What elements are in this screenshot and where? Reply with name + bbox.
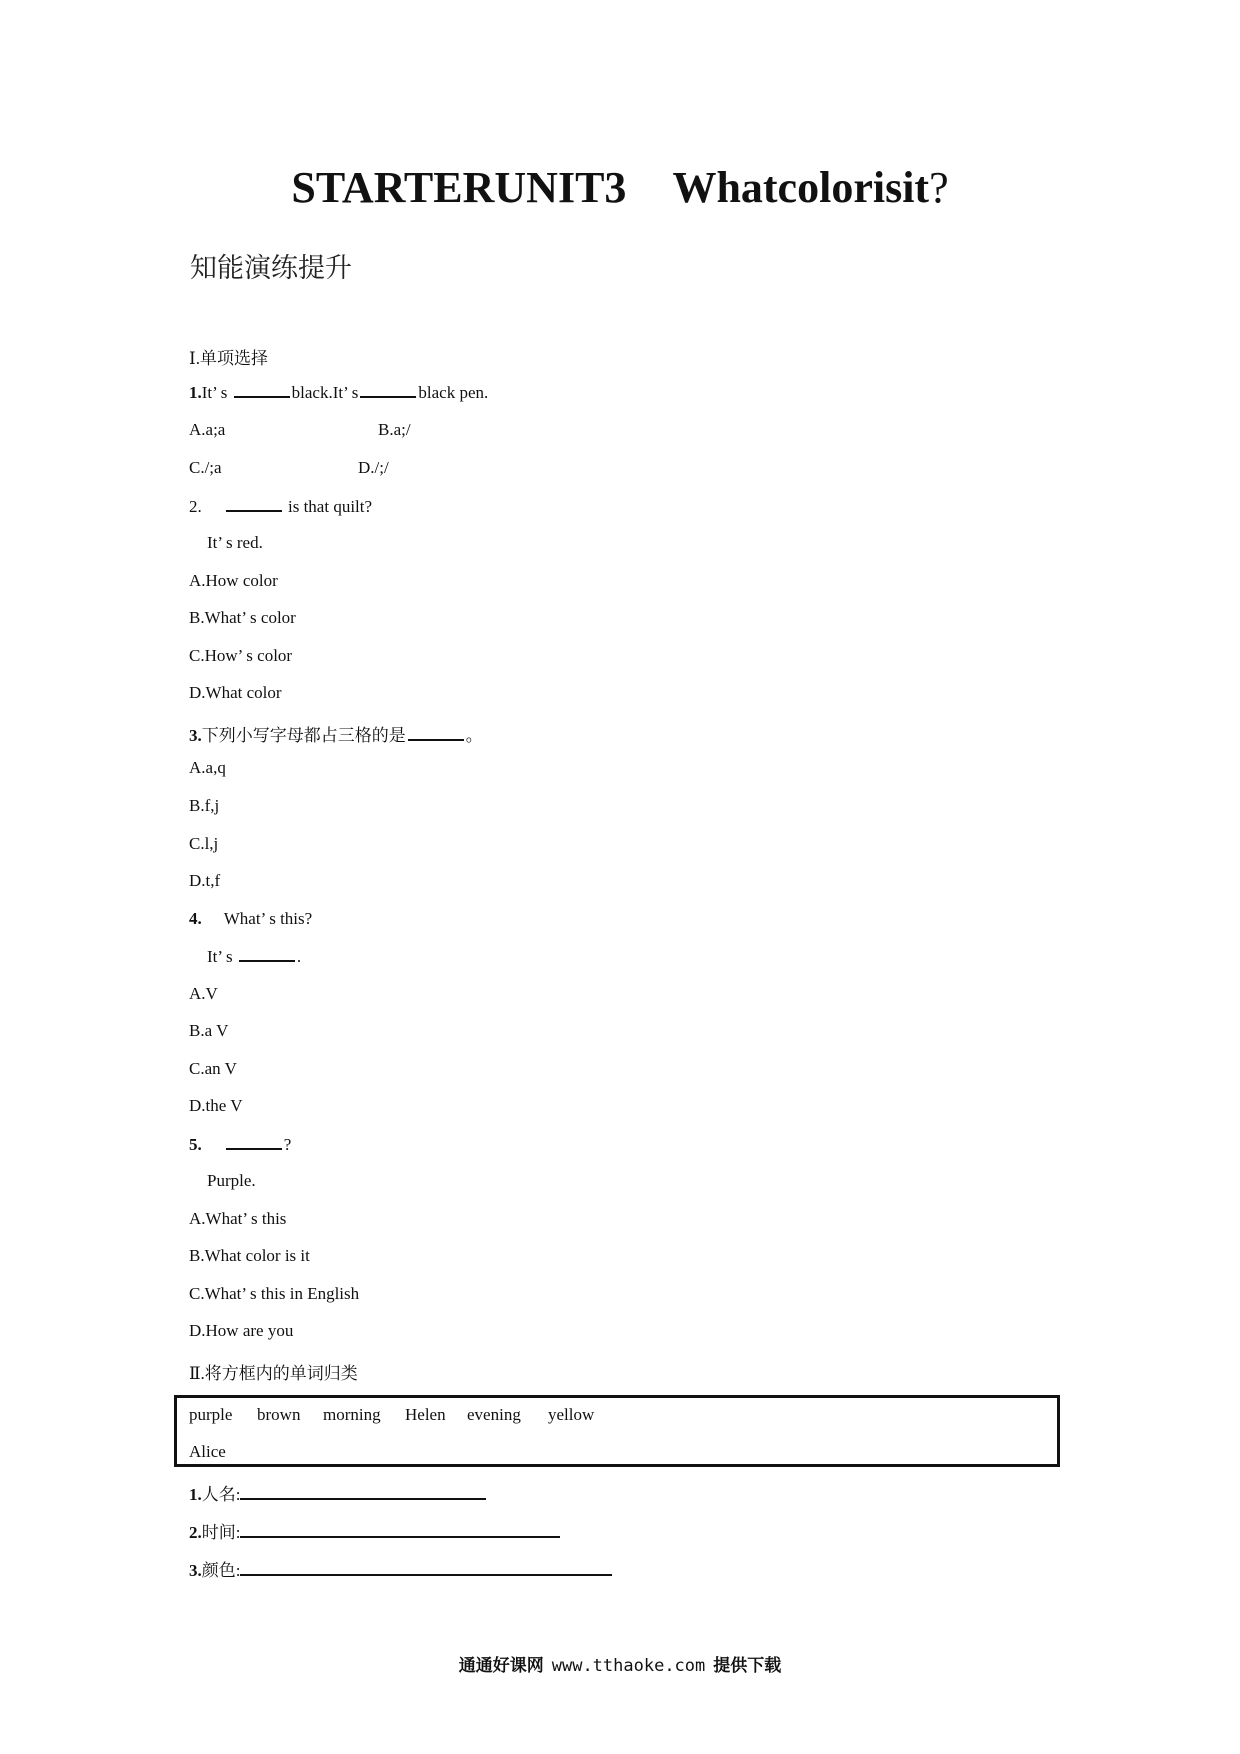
q4-option-a[interactable]: A.V: [189, 984, 218, 1003]
question-3: [189, 721, 483, 746]
page-footer: [0, 1651, 1240, 1676]
q1-text-b: black.It’ s: [291, 383, 359, 402]
question-1: [189, 382, 488, 403]
title-unit: STARTERUNIT3: [291, 163, 627, 212]
q2-option-a[interactable]: A.How color: [189, 571, 278, 590]
q1-text-a: It’ s: [201, 383, 232, 402]
footer-url[interactable]: www.tthaoke.com: [551, 1656, 706, 1676]
names-blank[interactable]: [240, 1484, 486, 1500]
subtitle: 知能演练提升: [190, 253, 352, 284]
q3-blank[interactable]: [408, 725, 464, 741]
question-5: [189, 1134, 291, 1155]
word-item: morning: [323, 1405, 381, 1424]
q2-text: is that quilt?: [283, 497, 373, 516]
q5-option-c[interactable]: C.What’ s this in English: [189, 1284, 360, 1303]
q2-answer: It’ s red.: [207, 533, 263, 552]
question-4: [189, 909, 312, 929]
q4-blank[interactable]: [239, 946, 295, 962]
q2-option-c[interactable]: C.How’ s color: [189, 646, 293, 665]
q3-end: 。: [465, 726, 483, 745]
q3-text: 下列小写字母都占三格的是: [201, 726, 406, 745]
q4-answer-end: .: [296, 947, 302, 966]
q4-answer: [207, 946, 301, 967]
q5-answer: Purple.: [207, 1171, 256, 1190]
q4-text: What’ s this?: [223, 909, 313, 928]
q5-option-a[interactable]: A.What’ s this: [189, 1209, 287, 1228]
title-question: Whatcolorisit: [672, 163, 930, 212]
footer-site: 通通好课网: [458, 1656, 544, 1676]
q4-option-b[interactable]: B.a V: [189, 1021, 229, 1040]
times-blank[interactable]: [240, 1522, 560, 1538]
section-2-heading: Ⅱ.将方框内的单词归类: [189, 1364, 358, 1383]
classify-colors: 3.颜色:: [189, 1556, 614, 1581]
q3-option-b[interactable]: B.f,j: [189, 796, 220, 815]
word-item: yellow: [548, 1405, 595, 1424]
page-title: [0, 162, 1240, 213]
classify-names: 1.人名:: [189, 1480, 488, 1505]
q5-option-b[interactable]: B.What color is it: [189, 1246, 310, 1265]
q1-number: 1.: [189, 383, 202, 402]
q2-blank[interactable]: [226, 496, 282, 512]
footer-tail: 提供下载: [713, 1656, 782, 1676]
q3-option-c[interactable]: C.l,j: [189, 834, 219, 853]
q2-option-b[interactable]: B.What’ s color: [189, 608, 296, 627]
q2-number: 2.: [189, 497, 202, 516]
q4-number: 4.: [189, 909, 202, 928]
word-item: evening: [467, 1405, 521, 1424]
q3-number: 3.: [189, 726, 202, 745]
q5-blank[interactable]: [226, 1134, 282, 1150]
q2-option-d[interactable]: D.What color: [189, 683, 282, 702]
q1-option-c[interactable]: C./;a: [189, 458, 222, 477]
q5-number: 5.: [189, 1135, 202, 1154]
word-item: brown: [257, 1405, 301, 1424]
q3-option-a[interactable]: A.a,q: [189, 758, 226, 777]
word-item: Helen: [405, 1405, 446, 1424]
q1-blank-2[interactable]: [360, 382, 416, 398]
section-1-heading: Ⅰ.单项选择: [189, 349, 268, 368]
title-qmark: ?: [929, 163, 949, 212]
q1-blank-1[interactable]: [234, 382, 290, 398]
q5-option-d[interactable]: D.How are you: [189, 1321, 294, 1340]
q4-option-c[interactable]: C.an V: [189, 1059, 237, 1078]
q5-text: ?: [283, 1135, 292, 1154]
q4-answer-text: It’ s: [207, 947, 237, 966]
q1-option-a[interactable]: A.a;a: [189, 420, 226, 439]
q1-option-b[interactable]: B.a;/: [378, 420, 411, 439]
classify-times: 2.时间:: [189, 1518, 562, 1543]
q1-text-c: black pen.: [418, 383, 489, 402]
question-2: [189, 496, 372, 517]
colors-blank[interactable]: [240, 1560, 612, 1576]
word-box: [174, 1395, 1060, 1467]
word-item: Alice: [189, 1442, 226, 1461]
word-item: purple: [189, 1405, 233, 1424]
q1-option-d[interactable]: D./;/: [358, 458, 389, 477]
q3-option-d[interactable]: D.t,f: [189, 871, 221, 890]
q4-option-d[interactable]: D.the V: [189, 1096, 243, 1115]
